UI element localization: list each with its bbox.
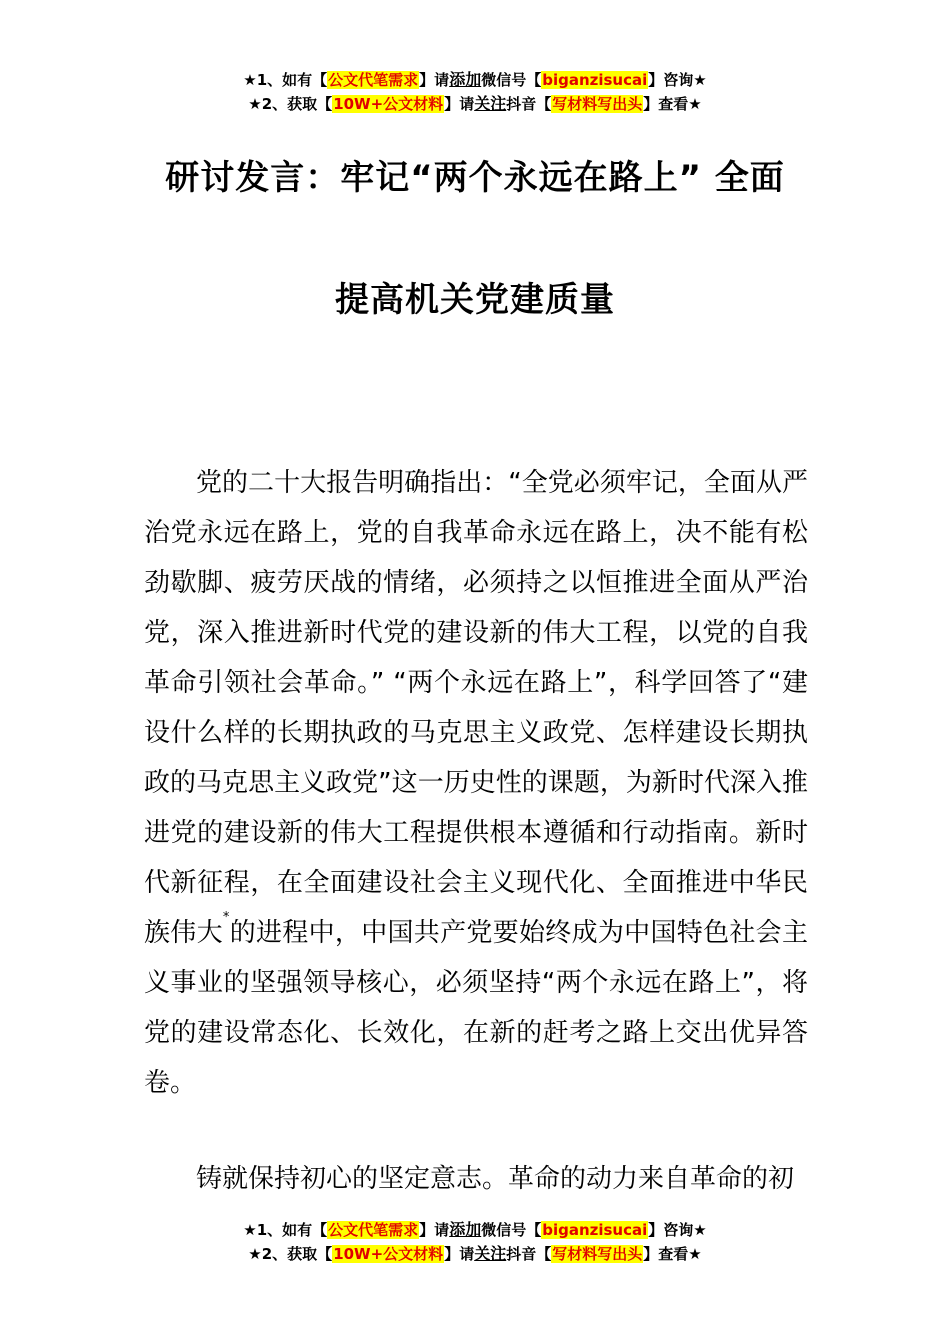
banner-text: 微信号【	[481, 1221, 542, 1239]
banner-text: 】请	[419, 71, 450, 89]
banner-emphasis: 关注	[474, 1244, 507, 1263]
highlight-douyin-id: 写材料写出头	[552, 95, 643, 113]
banner-text: ★2、获取【	[248, 1245, 333, 1263]
banner-line-1	[0, 1218, 950, 1242]
highlight-douyin-id: 写材料写出头	[552, 1245, 643, 1263]
banner-text: 抖音【	[506, 1245, 552, 1263]
paragraph-text: 党的二十大报告明确指出：“全党必须牢记，全面从严治党永远在路上，党的自我革命永远在路上，决不能有松劲歇脚、疲劳厌战的情绪，必须持之以恒推进全面从严治党，深入推进新时代党的建设新的伟大工程，以党的自我革命引领社会革命。” “两个永远在路上”，科学回答了“建设什么样的长期执政的马克思主义政党、怎样建设长期执政的马克思主义政党”这一历史性的课题，为新时代深入推进党的建设新的伟大工程提供根本遵循和行动指南。新时代新征程，在全面建设社会主义现代化、全面推进中华民族伟大	[144, 468, 808, 948]
banner-text: 】查看★	[643, 1245, 702, 1263]
body-paragraph-2: 铸就保持初心的坚定意志。革命的动力来自革命的初	[196, 1164, 795, 1194]
highlight-materials: 10W+公文材料	[333, 95, 444, 113]
paragraph-text: 的进程中，中国共产党要始终成为中国特色社会主义事业的坚强领导核心，必须坚持“两个永远在路上”，将党的建设常态化、长效化，在新的赶考之路上交出优异答卷。	[144, 918, 808, 1098]
banner-text: 】咨询★	[648, 71, 707, 89]
highlight-materials: 10W+公文材料	[333, 1245, 444, 1263]
banner-line-1	[0, 68, 950, 92]
banner-text: 抖音【	[506, 95, 552, 113]
header-banner	[0, 68, 950, 116]
body-paragraph-1	[144, 458, 808, 1108]
document-title-line-2: 提高机关党建质量	[335, 280, 615, 320]
banner-text: ★2、获取【	[248, 95, 333, 113]
banner-emphasis: 关注	[474, 94, 507, 113]
banner-text: 】查看★	[643, 95, 702, 113]
banner-line-2	[0, 92, 950, 116]
banner-text: ★1、如有【	[243, 71, 328, 89]
banner-text: 微信号【	[481, 71, 542, 89]
banner-emphasis: 添加	[449, 70, 482, 89]
highlight-wechat-id: biganzisucai	[542, 1221, 648, 1239]
document-title-line-1: 研讨发言：牢记“两个永远在路上” 全面	[165, 158, 785, 198]
banner-text: 】请	[444, 95, 475, 113]
highlight-service: 公文代笔需求	[328, 71, 419, 89]
banner-emphasis: 添加	[449, 1220, 482, 1239]
highlight-service: 公文代笔需求	[328, 1221, 419, 1239]
banner-line-2	[0, 1242, 950, 1266]
footer-banner	[0, 1218, 950, 1266]
footnote-marker: *	[222, 910, 230, 925]
banner-text: ★1、如有【	[243, 1221, 328, 1239]
banner-text: 】请	[444, 1245, 475, 1263]
banner-text: 】请	[419, 1221, 450, 1239]
highlight-wechat-id: biganzisucai	[542, 71, 648, 89]
banner-text: 】咨询★	[648, 1221, 707, 1239]
